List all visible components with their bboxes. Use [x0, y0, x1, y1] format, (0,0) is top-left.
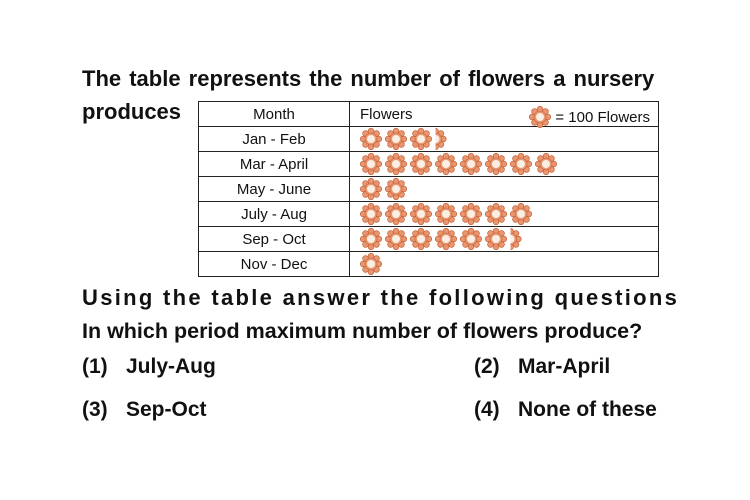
- pictograph-table: [198, 101, 659, 277]
- flower-icon: [410, 228, 432, 250]
- flower-icon: [385, 153, 407, 175]
- flowers-cell: [350, 202, 659, 227]
- flower-icon: [385, 128, 407, 150]
- question-title-line-1: The table represents the number of flowers a nursery: [82, 66, 655, 91]
- half-flower-icon: [435, 128, 447, 150]
- option-1[interactable]: [82, 355, 216, 379]
- month-cell: May - June: [199, 177, 350, 202]
- flower-icon: [360, 228, 382, 250]
- flower-icon: [485, 228, 507, 250]
- flower-icon: [385, 228, 407, 250]
- flower-icon: [360, 128, 382, 150]
- flower-icon: [435, 228, 457, 250]
- month-cell: July - Aug: [199, 202, 350, 227]
- key-label: = 100 Flowers: [555, 108, 650, 126]
- flowers-cell: [350, 177, 659, 202]
- table-header-row: [199, 102, 659, 127]
- table-row: [199, 252, 659, 277]
- flower-icon: [460, 203, 482, 225]
- flower-icon: [535, 153, 557, 175]
- flower-icon: [360, 203, 382, 225]
- option-2[interactable]: [474, 355, 610, 379]
- flower-icon: [360, 253, 382, 275]
- flower-icon: [410, 153, 432, 175]
- flower-icon: [385, 178, 407, 200]
- question-text: In which period maximum number of flowers produce?: [82, 319, 643, 343]
- option-2-text: Mar-April: [518, 355, 611, 378]
- flower-icon: [435, 153, 457, 175]
- question-title-line-2: produces: [82, 99, 182, 124]
- flower-icon: [385, 203, 407, 225]
- option-3-text: Sep-Oct: [126, 398, 207, 421]
- flower-icon: [510, 203, 532, 225]
- flower-icon: [460, 228, 482, 250]
- option-1-number: (1): [82, 355, 108, 378]
- flowers-cell: [350, 152, 659, 177]
- table-row: [199, 227, 659, 252]
- option-4[interactable]: [474, 398, 657, 422]
- table-row: [199, 127, 659, 152]
- header-month: Month: [199, 102, 350, 127]
- flower-icon: [485, 203, 507, 225]
- half-flower-icon: [510, 228, 522, 250]
- flower-icon: [510, 153, 532, 175]
- flower-icon: [460, 153, 482, 175]
- month-cell: Mar - April: [199, 152, 350, 177]
- table-row: [199, 202, 659, 227]
- pictograph-key: [529, 106, 650, 128]
- header-flowers-label: Flowers: [360, 105, 413, 123]
- month-cell: Nov - Dec: [199, 252, 350, 277]
- header-flowers: [350, 102, 659, 127]
- flower-icon: [360, 153, 382, 175]
- flower-icon: [529, 106, 551, 128]
- flower-icon: [435, 203, 457, 225]
- option-2-number: (2): [474, 355, 500, 378]
- option-4-number: (4): [474, 398, 500, 421]
- table-row: [199, 152, 659, 177]
- instruction-text: Using the table answer the following questions: [82, 285, 680, 310]
- flowers-cell: [350, 127, 659, 152]
- flower-icon: [410, 128, 432, 150]
- flower-icon: [485, 153, 507, 175]
- flower-icon: [410, 203, 432, 225]
- option-4-text: None of these: [518, 398, 657, 421]
- table-row: [199, 177, 659, 202]
- month-cell: Sep - Oct: [199, 227, 350, 252]
- month-cell: Jan - Feb: [199, 127, 350, 152]
- option-3[interactable]: [82, 398, 207, 422]
- option-3-number: (3): [82, 398, 108, 421]
- flowers-cell: [350, 227, 659, 252]
- flower-icon: [360, 178, 382, 200]
- option-1-text: July-Aug: [126, 355, 216, 378]
- flowers-cell: [350, 252, 659, 277]
